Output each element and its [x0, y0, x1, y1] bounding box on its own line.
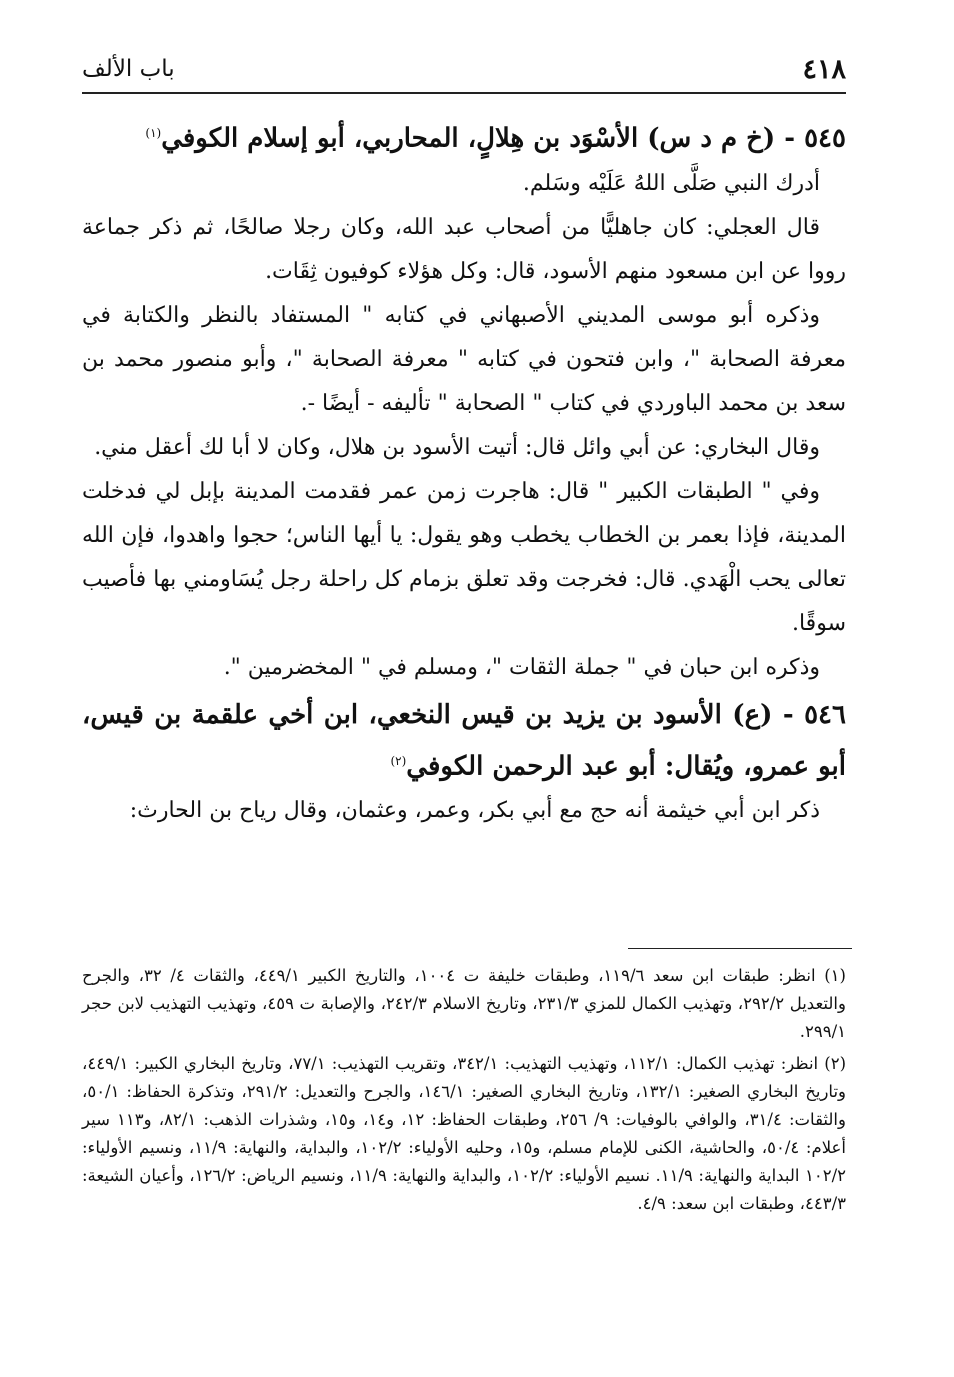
- footnote-ref-2[interactable]: (٢): [390, 753, 407, 768]
- footnote-1: (١) انظر: طبقات ابن سعد ١١٩/٦، وطبقات خليفة ت ١٠٠٤، والتاريخ الكبير ٤٤٩/١، والثقات ٤/ ٣٢، والجرح والتعديل ٢٩٢/٢، وتهذيب الكمال للمزي ٢٣١/٣، وتاريخ الاسلام ٢٤٢/٣، والإصابة ت ٤٥٩، وتهذيب التهذيب لابن حجر ٢٩٩/١.: [82, 966, 846, 1041]
- entry-heading-546: [82, 692, 846, 790]
- paragraph: وفي " الطبقات الكبير " قال: هاجرت زمن عمر فقدمت المدينة بإبل لي فدخلت المدينة، فإذا بعمر بن الخطاب يخطب وهو يقول: يا أيها الناس؛ حجوا واهدوا، فإن الله تعالى يحب الْهَدي. قال: فخرجت وقد تعلق بزمام كل راحلة رجل يُسَاومني بها فأصيب سوقًا.: [82, 478, 846, 636]
- paragraph: ذكر ابن أبي خيثمة أنه حج مع أبي بكر، وعمر، وعثمان، وقال رياح بن الحارث:: [129, 798, 820, 824]
- entry-heading-text: ٥٤٦ - (ع) الأسود بن يزيد بن قيس النخعي، ابن أخي علقمة بن قيس، أبو عمرو، ويُقال: أبو عبد الرحمن الكوفي: [82, 699, 846, 782]
- entry-heading-text: ٥٤٥ - (خ م د س) الأسْوَد بن هِلالٍ، المحاربي، أبو إسلام الكوفي: [161, 123, 846, 154]
- paragraph: وقال البخاري: عن أبي وائل قال: أتيت الأسود بن هلال، وكان لا أبا لك أعقل مني.: [94, 434, 820, 460]
- paragraph: وذكره ابن حبان في " جملة الثقات "، ومسلم في " المخضرمين ".: [223, 654, 820, 680]
- main-text: [82, 110, 846, 833]
- paragraph: قال العجلي: كان جاهليًّا من أصحاب عبد الله، وكان رجلا صالحًا، ثم ذكر جماعة رووا عن ابن مسعود منهم الأسود، قال: وكل هؤلاء كوفيون ثِقَات.: [82, 214, 846, 284]
- footnote-ref-1[interactable]: (١): [145, 126, 162, 140]
- page-number: ٤١٨: [802, 54, 846, 85]
- footnote-2: (٢) انظر: تهذيب الكمال: ١١٢/١، وتهذيب التهذيب: ٣٤٢/١، وتقريب التهذيب: ٧٧/١، وتاريخ البخاري الكبير: ٤٤٩/١، وتاريخ البخاري الصغير: ١٣٢/١، وتاريخ البخاري الصغير: ١٤٦/١، والجرح والتعديل: ٢٩١/٢، وتذكرة الحفاظ: ٥٠/١، والثقات: ٣١/٤، والوافي بالوفيات: ٩/ ٢٥٦، وطبقات الحفاظ: ١٢، و١٤، و١٥، وشذرات الذهب: ٨٢/١، و١١٣ سير أعلام: ٥٠/٤، والحاشية، الكنى للإمام مسلم، و١٥، وحليه الأولياء: ١٠٢/٢، والبداية، والنهاية: ١١/٩، ونسيم الأولياء: ١٠٢/٢ البداية والنهاية: ١١/٩. نسيم الأولياء: ١٠٢/٢، والبداية والنهاية: ١١/٩، ونسيم الرياض: ١٢٦/٢، وأعيان الشيعة: ٤٤٣/٣، وطبقات ابن سعد: ٤/٩.: [82, 1054, 847, 1213]
- entry-heading-545: [82, 110, 846, 162]
- running-title: باب الألف: [82, 56, 175, 82]
- paragraph: وذكره أبو موسى المديني الأصبهاني في كتابه " المستفاد بالنظر والكتابة في معرفة الصحابة "، وابن فتحون في كتابه " معرفة الصحابة "، وأبو منصور محمد بن سعد بن محمد الباوردي في كتاب " الصحابة " تأليفه - أيضًا -.: [82, 302, 846, 416]
- footnote-separator: [628, 948, 852, 949]
- paragraph: أدرك النبي صَلَّى اللهُ عَلَيْه وسَلم.: [522, 170, 820, 196]
- footnotes: [82, 962, 846, 1222]
- page-header: [82, 50, 846, 94]
